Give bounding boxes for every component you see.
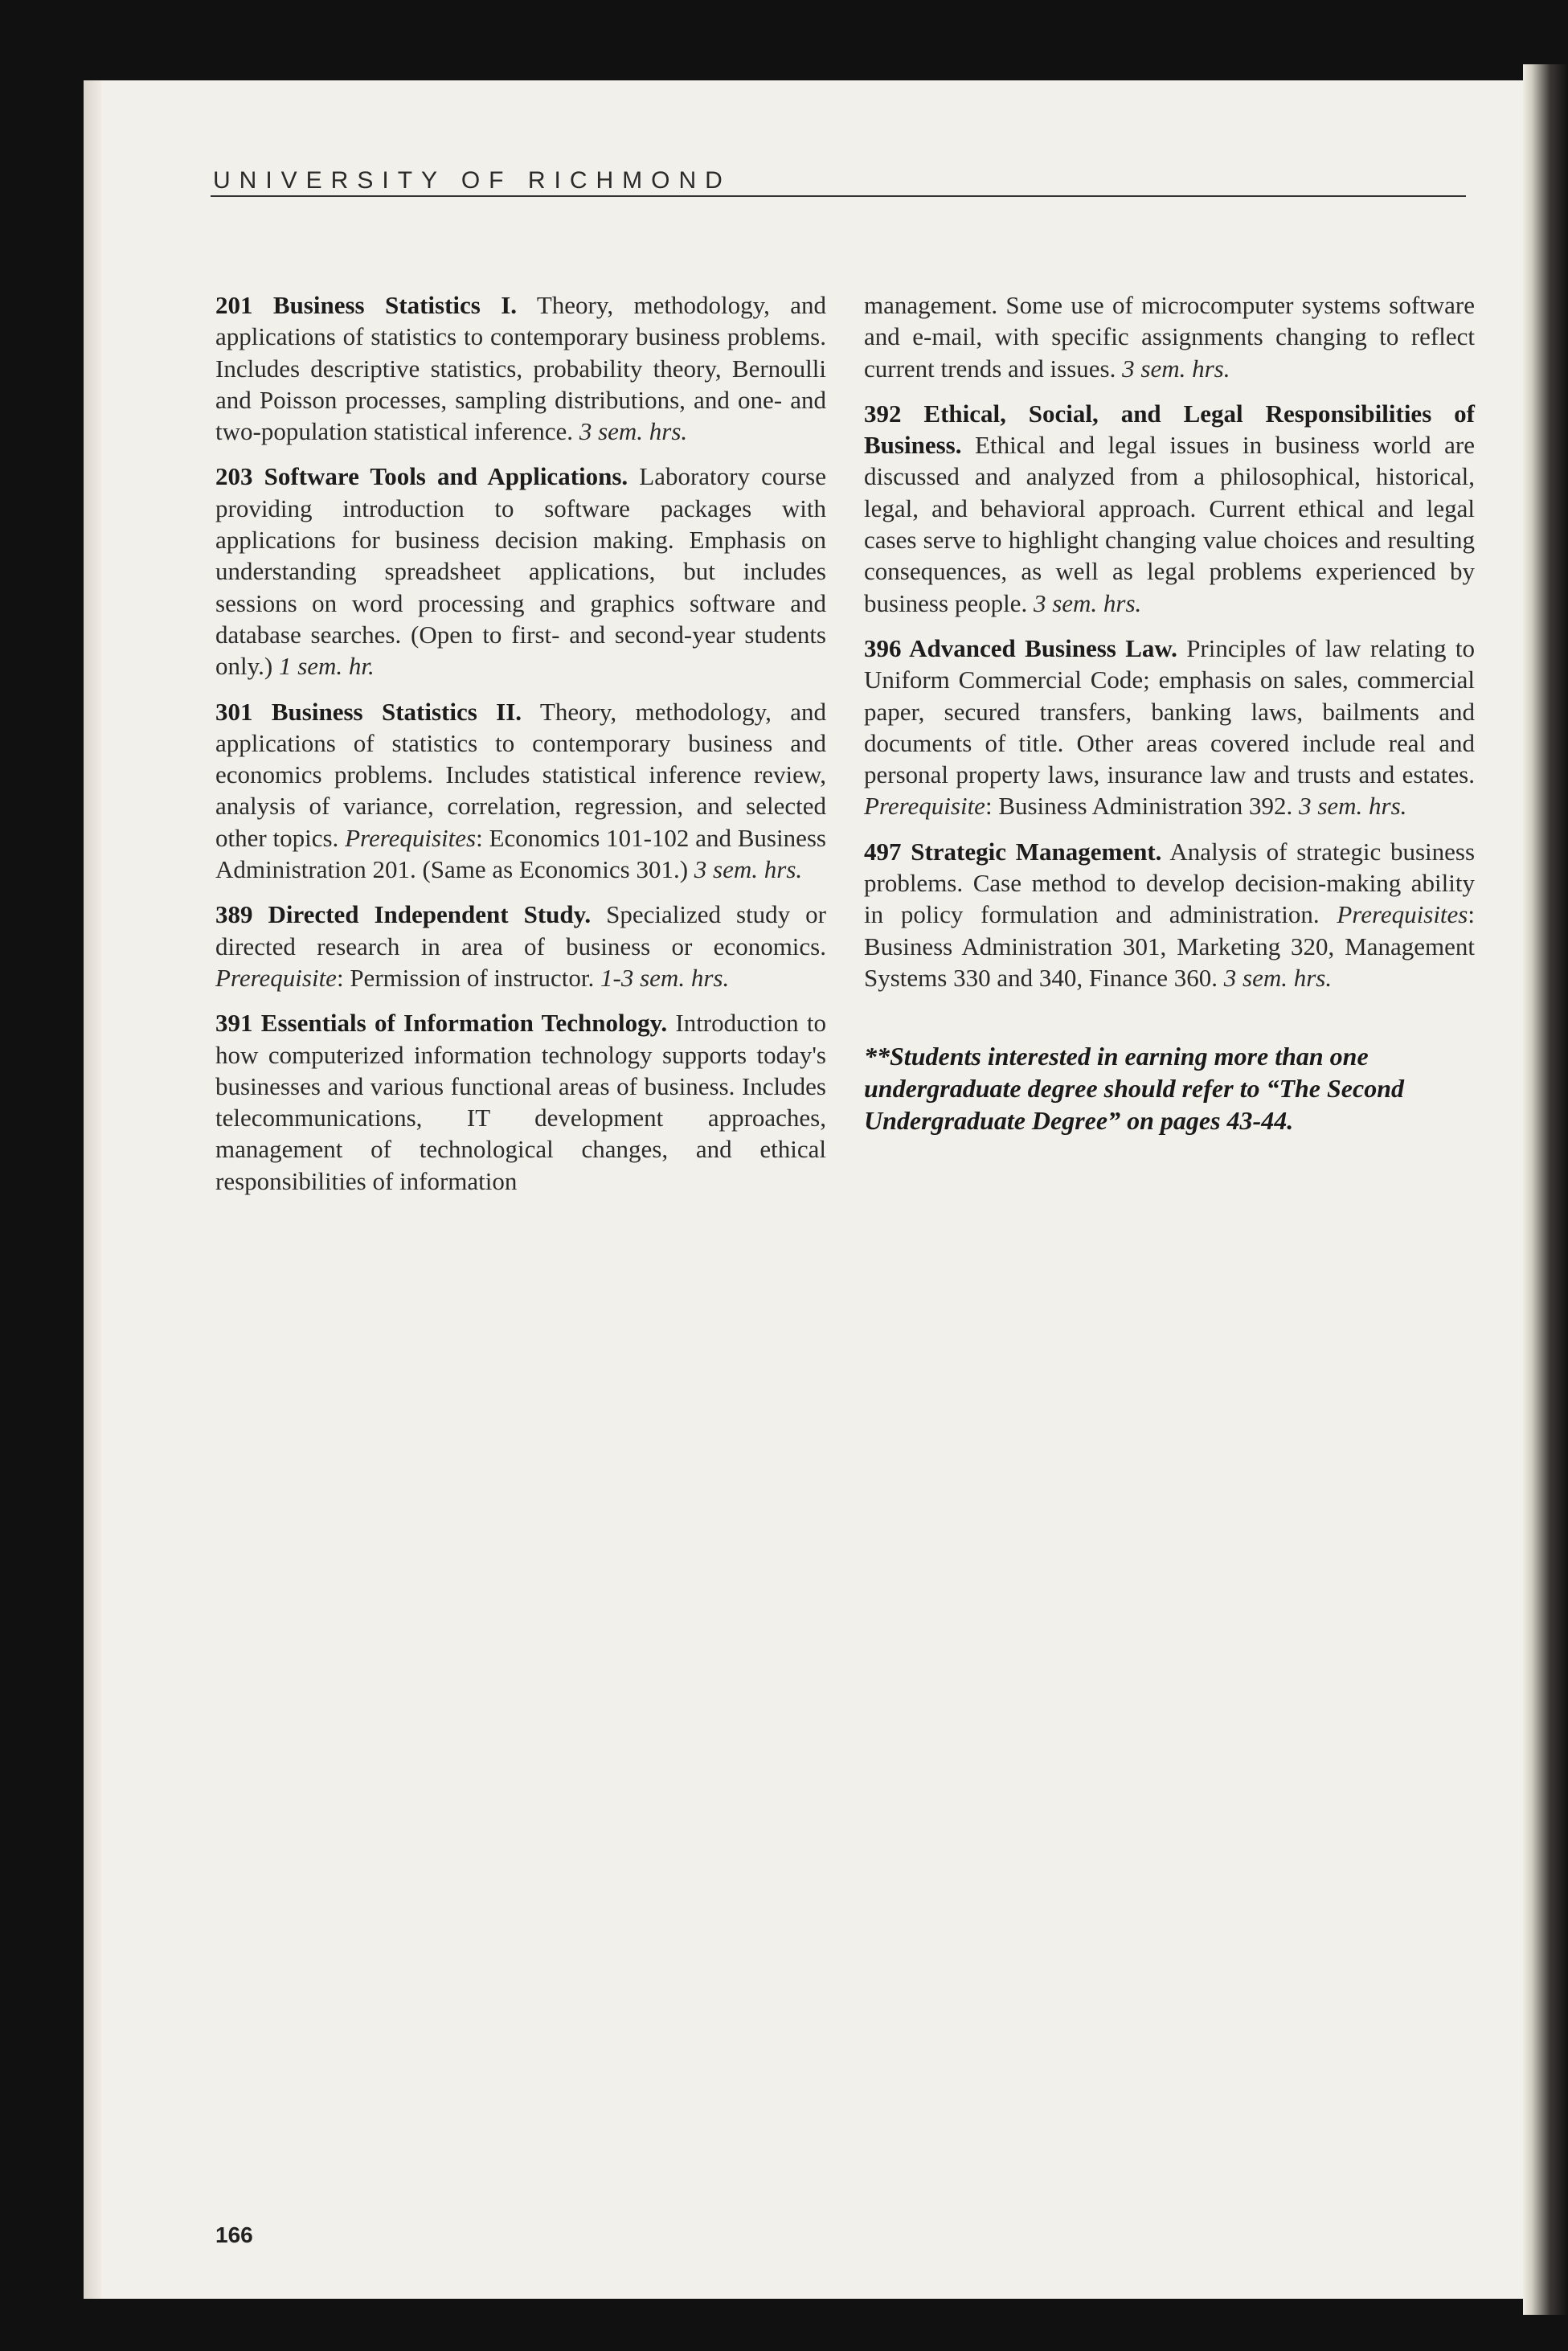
course-391 [215, 1007, 826, 1197]
prerequisite-text: : Permission of instructor. [336, 963, 601, 992]
prerequisite-text: : Business Administration 392. [985, 792, 1300, 821]
course-title: 201 Business Statistics I. [215, 291, 518, 319]
course-hours: 3 sem. hrs. [1122, 354, 1230, 383]
course-title: 392 Ethical, Social, and Legal Responsibilities of Business. [864, 399, 1475, 460]
prerequisite-label: Prerequisites [1337, 900, 1468, 929]
course-description: Analysis of strategic business problems. Case method to develop decision-making ability in policy formulation and administration. [864, 837, 1476, 929]
course-description: Ethical and legal issues in business world are discussed and analyzed from a philosophical, historical, legal, and behavioral approach. Current ethical and legal cases serve to highlight changing value choices and resulting consequences, as well as legal problems experienced by business people. [864, 431, 1475, 617]
page-number: 166 [215, 2222, 253, 2247]
course-hours: 1-3 sem. hrs. [600, 963, 730, 992]
course-title: 391 Essentials of Information Technology. [215, 1009, 668, 1038]
course-203 [215, 461, 826, 682]
header-rule [211, 195, 1466, 197]
running-header: UNIVERSITY OF RICHMOND [213, 167, 731, 194]
course-201 [215, 289, 826, 447]
course-description: management. Some use of microcomputer systems software and e-mail, with specific assignments changing to reflect current trends and issues. [864, 291, 1475, 383]
course-hours: 3 sem. hrs. [1033, 588, 1142, 617]
course-description: Theory, methodology, and applications of statistics to contemporary business problems. Includes descriptive statistics, probability theory, Bernoulli and Poisson processes, sampling distributions, and one- and two-population statistical inference. [215, 291, 826, 446]
course-301 [215, 696, 826, 886]
left-column [215, 289, 826, 1210]
course-hours: 3 sem. hrs. [1223, 963, 1333, 992]
course-title: 203 Software Tools and Applications. [215, 462, 628, 491]
course-389 [215, 899, 826, 993]
course-description: Laboratory course providing introduction to software packages with applications for business decision making. Emphasis on understanding spreadsheet applications, but includes sessions on word processing and graphics software and database searches. (Open to first- and second-year students only.) [215, 462, 826, 681]
course-hours: 1 sem. hr. [278, 652, 375, 681]
right-column [864, 289, 1475, 1162]
course-description: Introduction to how computerized information technology supports today's businesses and various functional areas of business. Includes telecommunications, IT development approaches, management of technological changes, and ethical responsibilities of information [215, 1009, 826, 1195]
course-497 [864, 836, 1475, 993]
book-gutter [1523, 64, 1568, 2315]
course-hours: 3 sem. hrs. [1299, 792, 1407, 821]
course-396 [864, 633, 1475, 822]
course-title: 301 Business Statistics II. [215, 697, 522, 726]
prerequisite-label: Prerequisite [864, 792, 985, 821]
prerequisite-text: : Economics 101-102 and Business Administration 201. (Same as Economics 301.) [215, 823, 826, 884]
prerequisite-text: : Business Administration 301, Marketing 320, Management Systems 330 and 340, Finance 360. [864, 900, 1475, 992]
course-description: Theory, methodology, and applications of statistics to contemporary business and economics problems. Includes statistical inference review, analysis of variance, correlation, regression, and selected other topics. [215, 697, 826, 852]
course-description: Specialized study or directed research in area of business or economics. [215, 900, 826, 960]
course-hours: 3 sem. hrs. [694, 855, 803, 884]
course-title: 497 Strategic Management. [864, 837, 1162, 866]
course-title: 389 Directed Independent Study. [215, 900, 592, 929]
course-title: 396 Advanced Business Law. [864, 633, 1177, 662]
course-391-continued [864, 289, 1475, 384]
course-description: Principles of law relating to Uniform Commercial Code; emphasis on sales, commercial paper, secured transfers, banking laws, bailments and documents of title. Other areas covered include real and personal property laws, insurance law and trusts and estates. [864, 633, 1475, 789]
prerequisite-label: Prerequisite [215, 963, 337, 992]
course-hours: 3 sem. hrs. [579, 417, 688, 446]
page-edge [84, 80, 101, 2299]
second-degree-note: **Students interested in earning more than one undergraduate degree should refer to “The Second Undergraduate Degree” on pages 43-44. [864, 1042, 1404, 1136]
course-392 [864, 398, 1475, 619]
prerequisite-label: Prerequisites [345, 823, 477, 852]
